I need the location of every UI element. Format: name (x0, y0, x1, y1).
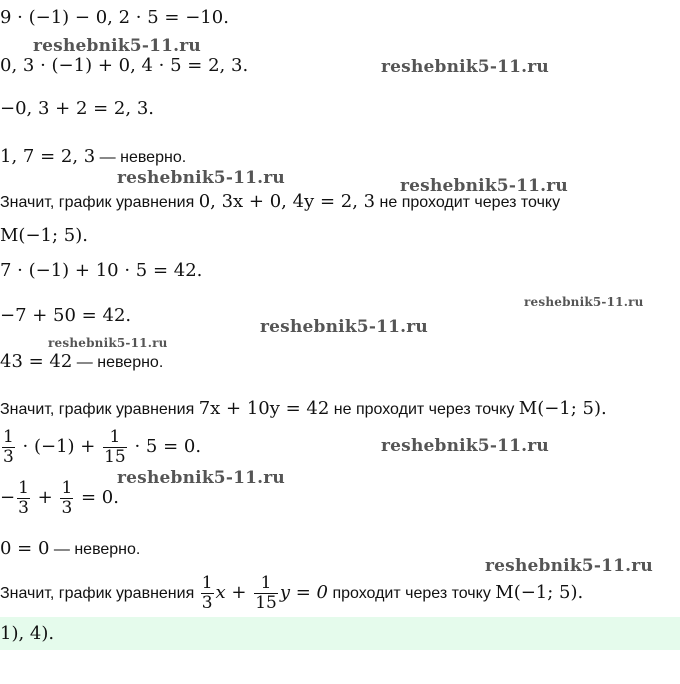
conclusion-text: не проходит через точку (329, 401, 519, 418)
equation-line-8: −7 + 50 = 42. (0, 305, 132, 326)
equation-math: 7x + 10y = 42 (198, 398, 330, 419)
equation-line-2: 0, 3 · (−1) + 0, 4 · 5 = 2, 3. (0, 55, 249, 76)
conclusion-text: не проходит через точку (375, 194, 561, 211)
watermark: reshebnik5-11.ru (117, 468, 285, 488)
watermark: reshebnik5-11.ru (48, 336, 168, 350)
equation-line-11 (0, 424, 201, 469)
equation-math: = 0. (75, 487, 119, 508)
fraction: $\frac{1}{15}$ (255, 572, 277, 613)
equation-line-9 (0, 350, 163, 374)
watermark: reshebnik5-11.ru (260, 317, 428, 337)
conclusion-text: Значит, график уравнения (0, 401, 199, 418)
equation-line-12 (0, 475, 119, 520)
equation-math: 43 = 42 (0, 351, 73, 372)
equation-line-1: 9 · (−1) − 0, 2 · 5 = −10. (0, 7, 229, 28)
fraction: $\frac{1}{3}$ (61, 477, 73, 518)
watermark: reshebnik5-11.ru (485, 556, 653, 576)
answer-text: 1), 4). (0, 623, 55, 644)
equation-math: 1, 7 = 2, 3 (0, 146, 96, 167)
watermark: reshebnik5-11.ru (33, 36, 201, 56)
conclusion-text: Значит, график уравнения (0, 585, 199, 602)
watermark: reshebnik5-11.ru (381, 436, 549, 456)
equation-math: · 5 = 0. (128, 436, 202, 457)
verdict-text: — неверно. (72, 354, 164, 371)
equation-math: − (0, 487, 16, 508)
watermark: reshebnik5-11.ru (524, 295, 644, 309)
answer-box (0, 617, 680, 650)
point-line: M(−1; 5). (0, 225, 88, 246)
equation-line-7: 7 · (−1) + 10 · 5 = 42. (0, 260, 203, 281)
equation-math: x + (215, 582, 253, 603)
fraction: $\frac{1}{3}$ (3, 426, 14, 467)
equation-line-13 (0, 537, 140, 561)
equation-math: · (−1) + (16, 436, 102, 457)
equation-math: y = 0 (279, 582, 328, 603)
conclusion-text: проходит через точку (328, 585, 496, 602)
watermark: reshebnik5-11.ru (381, 57, 549, 77)
equation-line-4 (0, 145, 186, 169)
fraction: $\frac{1}{3}$ (18, 477, 29, 518)
verdict-text: — неверно. (95, 149, 187, 166)
watermark: reshebnik5-11.ru (117, 168, 285, 188)
equation-line-3: −0, 3 + 2 = 2, 3. (0, 98, 155, 119)
conclusion-text: Значит, график уравнения (0, 194, 199, 211)
equation-math: + (31, 487, 59, 508)
conclusion-line-2 (0, 397, 607, 421)
conclusion-line-3 (0, 570, 583, 616)
fraction: $\frac{1}{15}$ (104, 426, 126, 467)
equation-math: 0, 3x + 0, 4y = 2, 3 (198, 191, 376, 212)
point-math: M(−1; 5). (518, 398, 607, 419)
verdict-text: — неверно. (49, 541, 141, 558)
watermark: reshebnik5-11.ru (400, 176, 568, 196)
point-math: M(−1; 5). (495, 582, 584, 603)
equation-math: 0 = 0 (0, 538, 50, 559)
fraction: $\frac{1}{3}$ (201, 572, 213, 613)
